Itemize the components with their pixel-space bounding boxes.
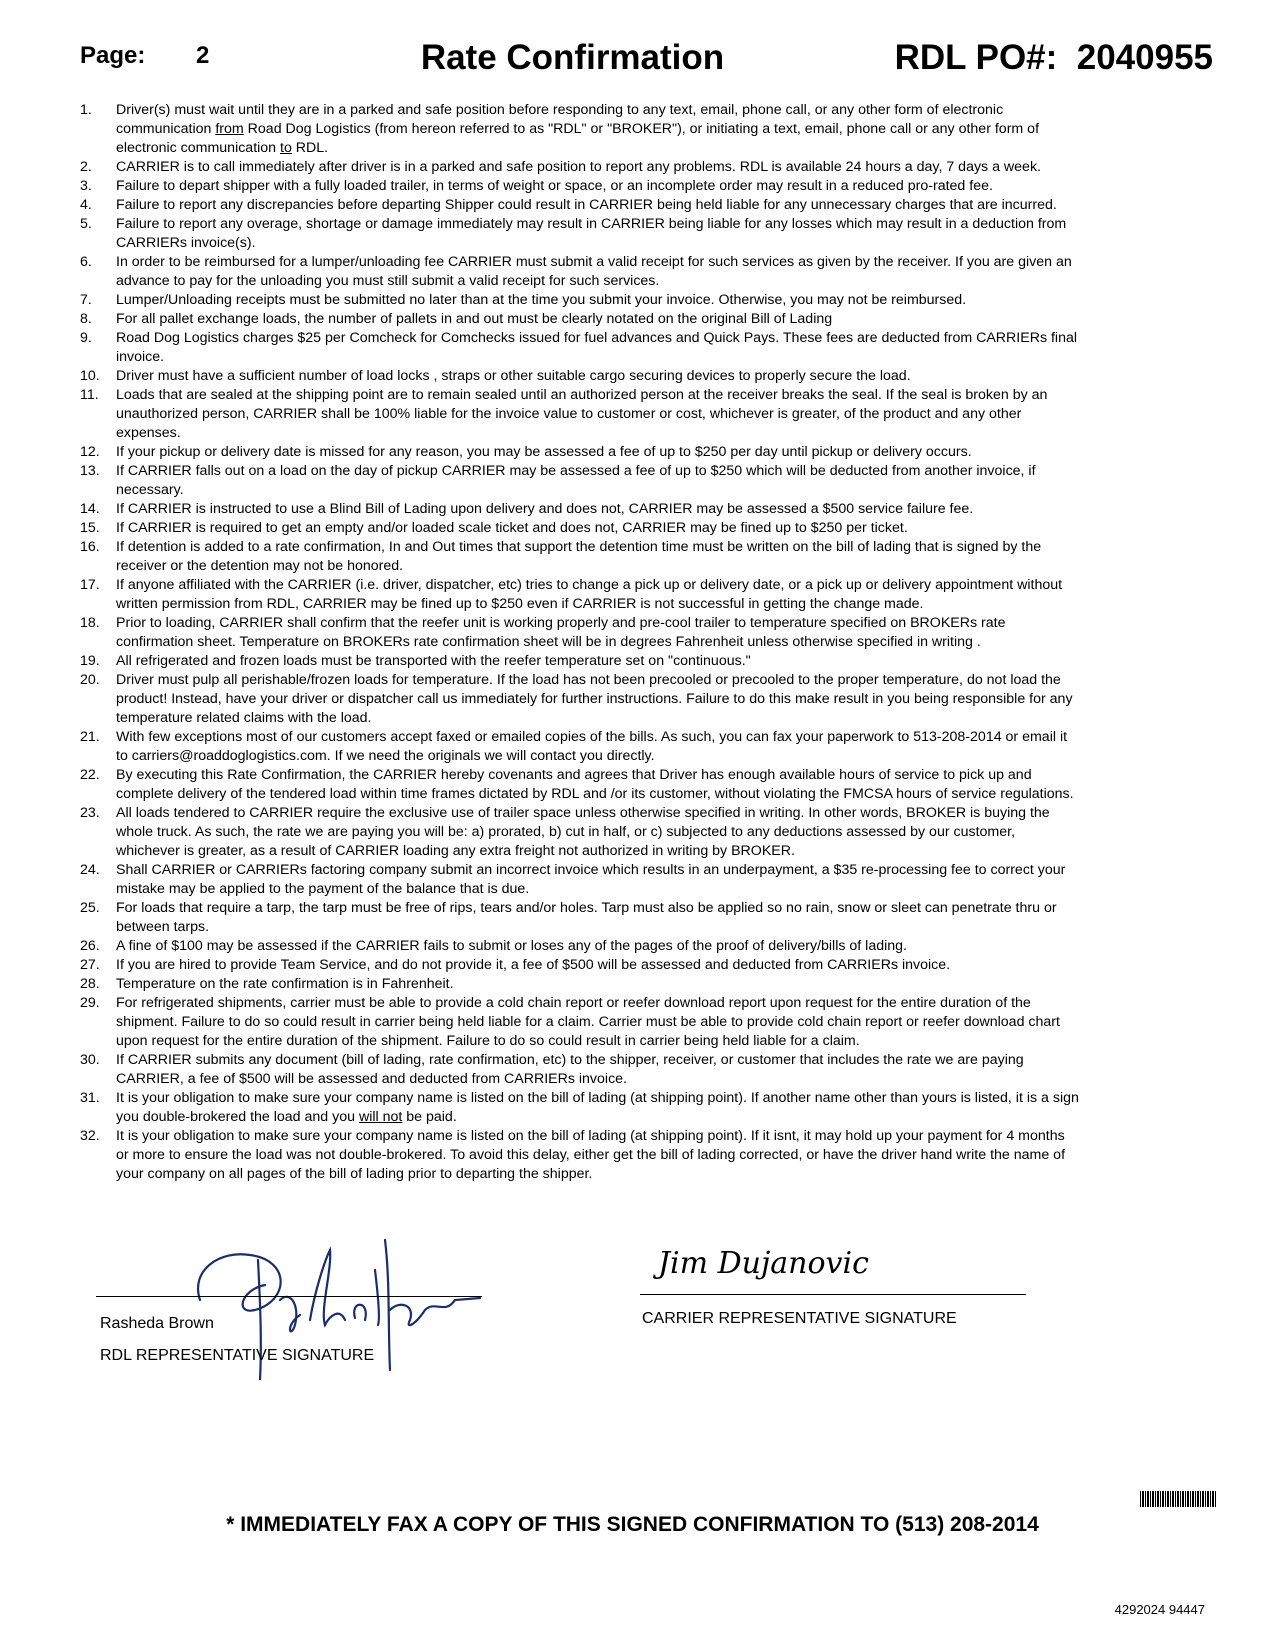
term-number: 16. xyxy=(80,539,100,555)
term-text: A fine of $100 may be assessed if the CARRIER fails to submit or loses any of the pages of the proof of delivery/bills of lading. xyxy=(116,938,907,954)
barcode xyxy=(1140,1491,1216,1507)
term-number: 9. xyxy=(80,330,92,346)
term-number: 22. xyxy=(80,767,100,783)
rdl-representative-name: Rasheda Brown xyxy=(100,1315,214,1332)
term-number: 15. xyxy=(80,520,100,536)
term-number: 17. xyxy=(80,577,100,593)
term-number: 8. xyxy=(80,311,92,327)
term-item xyxy=(80,443,1080,462)
term-number: 18. xyxy=(80,615,100,631)
term-item xyxy=(80,158,1080,177)
term-text: Lumper/Unloading receipts must be submitted no later than at the time you submit your invoice. Otherwise, you may not be reimbursed. xyxy=(116,292,967,308)
carrier-representative-label: CARRIER REPRESENTATIVE SIGNATURE xyxy=(642,1310,957,1327)
term-item xyxy=(80,177,1080,196)
term-text: In order to be reimbursed for a lumper/unloading fee CARRIER must submit a valid receipt for such services as given by the receiver. If you are given an advance to pay for the unloading you must still submit a valid receipt for such services. xyxy=(116,254,1072,289)
term-item: 31. It is your obligation to make sure your company name is listed on the bill of lading (at shipping point). If another name other than yours is listed, it is a sign you double-brokered the load and you will not be paid. xyxy=(80,1090,1079,1125)
term-item xyxy=(80,386,1080,443)
term-text: Loads that are sealed at the shipping point are to remain sealed until an authorized person at the receiver breaks the seal. If the seal is broken by an unauthorized person, CARRIER shall be 100% liable for the invoice value to customer or cost, whichever is greater, of the product and any other expenses. xyxy=(116,387,1048,441)
term-text: If your pickup or delivery date is missed for any reason, you may be assessed a fee of up to $250 per day until pickup or delivery occurs. xyxy=(116,444,972,460)
term-number: 1. xyxy=(80,102,92,118)
terms-list xyxy=(80,101,1080,1184)
term-item xyxy=(80,804,1080,861)
term-number: 10. xyxy=(80,368,100,384)
term-number: 25. xyxy=(80,900,100,916)
footer-code: 4292024 94447 xyxy=(1114,1602,1205,1617)
term-item xyxy=(80,899,1080,937)
po-number: RDL PO#: 2040955 xyxy=(894,38,1213,77)
term-item xyxy=(80,576,1080,614)
term-item: 1. Driver(s) must wait until they are in a parked and safe position before responding to any text, email, phone call, or any other form of electronic communication from Road Dog Logistics (from hereon referred to as "RDL" or "BROKER"), or initiating a text, email, phone call or any other form of electronic communication to RDL. xyxy=(80,102,1040,156)
term-text: For refrigerated shipments, carrier must be able to provide a cold chain report or reefer download report upon request for the entire duration of the shipment. Failure to do so could result in carrier being held liable for a claim. Carrier must be able to provide cold chain report or reefer download chart upon request for the entire duration of the shipment. Failure to do so could result in carrier being held liable for a claim. xyxy=(116,995,1060,1049)
term-number: 7. xyxy=(80,292,92,308)
term-text: With few exceptions most of our customers accept faxed or emailed copies of the bills. As such, you can fax your paperwork to 513-208-2014 or email it to carriers@roaddoglogistics.com. If we need the originals we will contact you directly. xyxy=(116,729,1068,764)
term-item xyxy=(80,196,1080,215)
term-number: 26. xyxy=(80,938,100,954)
fax-notice: * IMMEDIATELY FAX A COPY OF THIS SIGNED CONFIRMATION TO (513) 208-2014 xyxy=(226,1513,1039,1536)
term-text: Failure to report any overage, shortage or damage immediately may result in CARRIER being liable for any losses which may result in a deduction from CARRIERs invoice(s). xyxy=(116,216,1067,251)
term-number: 19. xyxy=(80,653,100,669)
page-label: Page: xyxy=(80,42,146,69)
carrier-signature-line xyxy=(640,1294,1026,1295)
term-number: 21. xyxy=(80,729,100,745)
term-text: CARRIER is to call immediately after driver is in a parked and safe position to report any problems. RDL is available 24 hours a day, 7 days a week. xyxy=(116,159,1041,175)
term-text: Road Dog Logistics charges $25 per Comcheck for Comchecks issued for fuel advances and Quick Pays. These fees are deducted from CARRIERs final invoice. xyxy=(116,330,1078,365)
term-item xyxy=(80,215,1080,253)
document-title: Rate Confirmation xyxy=(420,38,725,77)
term-text: By executing this Rate Confirmation, the CARRIER hereby covenants and agrees that Driver has enough available hours of service to pick up and complete delivery of the tendered load within time frames dictated by RDL and /or its customer, without violating the FMCSA hours of service regulations. xyxy=(116,767,1074,802)
term-number: 29. xyxy=(80,995,100,1011)
term-item xyxy=(80,671,1080,728)
term-number: 28. xyxy=(80,976,100,992)
term-text: If CARRIER is required to get an empty and/or loaded scale ticket and does not, CARRIER may be fined up to $250 per ticket. xyxy=(116,520,908,536)
term-number: 5. xyxy=(80,216,92,232)
term-text: If CARRIER falls out on a load on the day of pickup CARRIER may be assessed a fee of up to $250 which will be deducted from another invoice, if necessary. xyxy=(116,463,1036,498)
term-text: Failure to report any discrepancies before departing Shipper could result in CARRIER being held liable for any unnecessary charges that are incurred. xyxy=(116,197,1057,213)
term-number: 2. xyxy=(80,159,92,175)
term-item xyxy=(80,728,1080,766)
term-number: 13. xyxy=(80,463,100,479)
term-item xyxy=(80,975,1080,994)
term-item xyxy=(80,462,1080,500)
term-item xyxy=(80,500,1080,519)
term-text: For all pallet exchange loads, the number of pallets in and out must be clearly notated on the original Bill of Lading xyxy=(116,311,833,327)
term-number: 32. xyxy=(80,1128,100,1144)
term-number: 14. xyxy=(80,501,100,517)
carrier-handwritten-signature: Jim Dujanovic xyxy=(658,1246,869,1281)
term-number: 3. xyxy=(80,178,92,194)
term-text: All loads tendered to CARRIER require the exclusive use of trailer space unless otherwise specified in writing. In other words, BROKER is buying the whole truck. As such, the rate we are paying you will be: a) prorated, b) cut in half, or c) subjected to any deductions assessed by our customer, whichever is greater, as a result of CARRIER loading any extra freight not authorized in writing by BROKER. xyxy=(116,805,1050,859)
term-item xyxy=(80,329,1080,367)
term-text: Driver must have a sufficient number of load locks , straps or other suitable cargo securing devices to properly secure the load. xyxy=(116,368,911,384)
term-text: If CARRIER is instructed to use a Blind Bill of Lading upon delivery and does not, CARRIER may be assessed a $500 service failure fee. xyxy=(116,501,974,517)
term-number: 6. xyxy=(80,254,92,270)
term-item xyxy=(80,994,1080,1051)
term-item xyxy=(80,1127,1080,1184)
term-item xyxy=(80,1051,1080,1089)
term-text: Prior to loading, CARRIER shall confirm that the reefer unit is working properly and pre-cool trailer to temperature specified on BROKERs rate confirmation sheet. Temperature on BROKERs rate confirmation sheet will be in degrees Fahrenheit unless otherwise specified in writing . xyxy=(116,615,1006,650)
rdl-signature-block xyxy=(100,1240,520,1390)
term-number: 27. xyxy=(80,957,100,973)
term-number: 4. xyxy=(80,197,92,213)
term-item xyxy=(80,766,1080,804)
rdl-representative-label: RDL REPRESENTATIVE SIGNATURE xyxy=(100,1347,375,1364)
page-number: 2 xyxy=(196,42,210,69)
term-item xyxy=(80,519,1080,538)
term-text: Shall CARRIER or CARRIERs factoring company submit an incorrect invoice which results in an underpayment, a $35 re-processing fee to correct your mistake may be applied to the payment of the balance that is due. xyxy=(116,862,1066,897)
term-number: 31. xyxy=(80,1090,100,1106)
term-item xyxy=(80,614,1080,652)
term-item xyxy=(80,937,1080,956)
term-text: Driver must pulp all perishable/frozen loads for temperature. If the load has not been precooled or precooled to the proper temperature, do not load the product! Instead, have your driver or dispatcher call us immediately for further instructions. Failure to do this make result in you being responsible for any temperature related claims with the load. xyxy=(116,672,1073,726)
term-item xyxy=(80,538,1080,576)
rdl-signature-line xyxy=(96,1296,482,1297)
term-text: It is your obligation to make sure your company name is listed on the bill of lading (at shipping point). If it isnt, it may hold up your payment for 4 months or more to ensure the load was not double-brokered. To avoid this delay, either get the bill of lading corrected, or have the driver hand write the name of your company on all pages of the bill of lading prior to departing the shipper. xyxy=(116,1128,1066,1182)
term-number: 20. xyxy=(80,672,100,688)
term-item xyxy=(80,310,1080,329)
term-text: If detention is added to a rate confirmation, In and Out times that support the detention time must be written on the bill of lading that is signed by the receiver or the detention may not be honored. xyxy=(116,539,1042,574)
term-item xyxy=(80,861,1080,899)
term-number: 23. xyxy=(80,805,100,821)
carrier-signature-block xyxy=(642,1246,1084,1410)
term-text: For loads that require a tarp, the tarp must be free of rips, tears and/or holes. Tarp must also be applied so no rain, snow or sleet can penetrate thru or between tarps. xyxy=(116,900,1057,935)
term-number: 24. xyxy=(80,862,100,878)
term-number: 12. xyxy=(80,444,100,460)
term-text: Failure to depart shipper with a fully loaded trailer, in terms of weight or space, or an incomplete order may result in a reduced pro-rated fee. xyxy=(116,178,993,194)
term-text: If you are hired to provide Team Service, and do not provide it, a fee of $500 will be assessed and deducted from CARRIERs invoice. xyxy=(116,957,951,973)
term-number: 11. xyxy=(80,387,99,403)
term-item xyxy=(80,956,1080,975)
term-item xyxy=(80,253,1080,291)
term-text: If CARRIER submits any document (bill of lading, rate confirmation, etc) to the shipper, receiver, or customer that includes the rate we are paying CARRIER, a fee of $500 will be assessed and deducted from CARRIERs invoice. xyxy=(116,1052,1024,1087)
term-text: All refrigerated and frozen loads must be transported with the reefer temperature set on "continuous." xyxy=(116,653,751,669)
term-item xyxy=(80,291,1080,310)
term-number: 30. xyxy=(80,1052,100,1068)
term-item xyxy=(80,652,1080,671)
term-item xyxy=(80,367,1080,386)
term-text: If anyone affiliated with the CARRIER (i.e. driver, dispatcher, etc) tries to change a pick up or delivery date, or a pick up or delivery appointment without written permission from RDL, CARRIER may be fined up to $250 even if CARRIER is not successful in getting the change made. xyxy=(116,577,1063,612)
term-text: Temperature on the rate confirmation is in Fahrenheit. xyxy=(116,976,454,992)
